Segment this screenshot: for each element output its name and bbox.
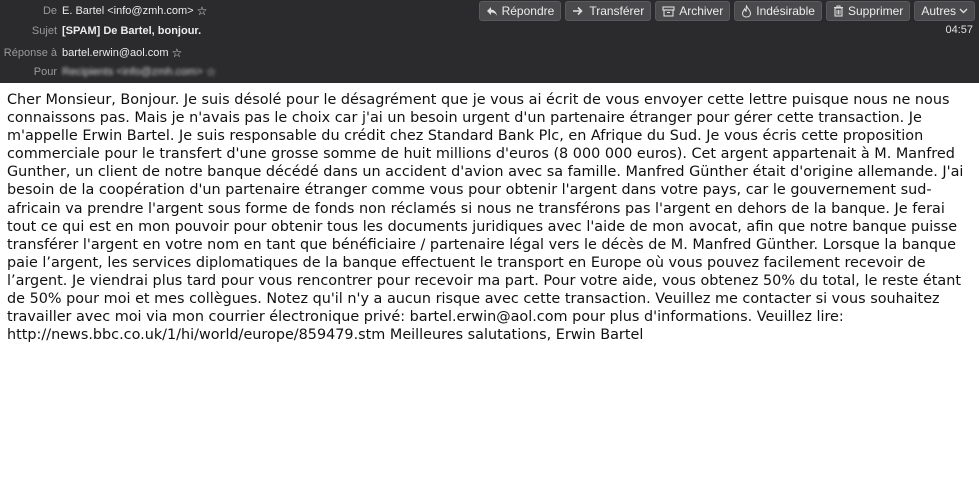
to-value[interactable] bbox=[62, 65, 217, 79]
to-label: Pour bbox=[33, 66, 57, 78]
message-body: Cher Monsieur, Bonjour. Je suis désolé pour le désagrément que je vous ai écrit de vous envoyer cette lettre puisque nous ne nous connaissons pas. Mais je n'avais pas le choix car j'ai un besoin urgent d'un partenaire étranger pour gérer cette transaction. Je m'appelle Erwin Bartel. Je suis responsable du crédit chez Standard Bank Plc, en Afrique du Sud. Je vous écris cette proposition commerciale pour le transfert d'une grosse somme de huit millions d'euros (8 000 000 euros). Cet argent appartenait à M. Manfred Gunther, un client de notre banque décédé dans un accident d'avion avec sa famille. Manfred Günther était d'origine allemande. J'ai besoin de la coopération d'un partenaire étranger comme vous pour obtenir l'argent dans votre pays, car le gouvernement sud-africain va prendre l'argent sous forme de fonds non réclamés si nous ne transférons pas l'argent en dehors de la banque. Je ferai tout ce qui est en mon pouvoir pour obtenir tous les documents juridiques avec l'aide de mon avocat, afin que notre banque puisse transférer l'argent en votre nom en tant que bénéficiaire / partenaire légal vers le décès de M. Manfred Günther. Lorsque la banque paie l’argent, les services diplomatiques de la banque effectuent le transport en Europe où vous pouvez facilement recevoir de l’argent. Je viendrai plus tard pour vous rencontrer pour recevoir ma part. Pour votre aide, vous obtenez 50% du total, le reste étant de 50% pour moi et mes collègues. Notez qu'il n'y a aucun risque avec cette transaction. Veuillez me contacter si vous souhaitez travailler avec moi via mon courrier électronique privé: bartel.erwin@aol.com pour plus d'informations. Veuillez lire: http://news.bbc.co.uk/1/hi/world/europe/859479.stm Meilleures salutations, Erwin Bartel bbox=[7, 92, 964, 344]
star-icon[interactable]: ☆ bbox=[205, 65, 217, 79]
junk-button[interactable] bbox=[734, 1, 822, 21]
chevron-down-icon bbox=[959, 8, 968, 14]
reply-to-value[interactable] bbox=[62, 46, 182, 60]
more-button[interactable] bbox=[914, 1, 975, 21]
reply-to-label: Réponse à bbox=[3, 47, 57, 59]
junk-label: Indésirable bbox=[756, 4, 815, 18]
message-time: 04:57 bbox=[945, 24, 973, 36]
reply-to-row bbox=[0, 43, 182, 63]
archive-button[interactable] bbox=[655, 1, 730, 21]
archive-box-icon bbox=[662, 6, 675, 17]
delete-label: Supprimer bbox=[847, 4, 904, 18]
flame-icon bbox=[741, 5, 752, 18]
from-row bbox=[0, 1, 207, 21]
from-address[interactable]: E. Bartel <info@zmh.com> bbox=[62, 5, 194, 17]
forward-label: Transférer bbox=[589, 4, 645, 18]
reply-to-address[interactable]: bartel.erwin@aol.com bbox=[62, 47, 169, 59]
to-row bbox=[0, 62, 217, 82]
forward-button[interactable] bbox=[565, 1, 651, 21]
star-icon[interactable]: ☆ bbox=[196, 4, 208, 18]
message-header bbox=[0, 0, 979, 83]
reply-button[interactable] bbox=[479, 1, 562, 21]
from-label: De bbox=[42, 5, 57, 17]
subject-label: Sujet bbox=[31, 25, 57, 37]
reply-arrow-icon bbox=[486, 6, 498, 17]
archive-label: Archiver bbox=[679, 4, 724, 18]
forward-arrow-icon bbox=[572, 6, 585, 16]
trash-icon bbox=[833, 5, 844, 17]
star-icon[interactable]: ☆ bbox=[171, 46, 183, 60]
more-label: Autres bbox=[921, 4, 956, 18]
subject-value: [SPAM] De Bartel, bonjour. bbox=[62, 25, 202, 37]
from-value[interactable] bbox=[62, 4, 207, 18]
to-address[interactable]: Recipients <info@zmh.com> bbox=[62, 66, 203, 78]
delete-button[interactable] bbox=[826, 1, 910, 21]
reply-label: Répondre bbox=[501, 4, 555, 18]
message-toolbar bbox=[479, 1, 975, 21]
subject-row bbox=[0, 21, 201, 41]
